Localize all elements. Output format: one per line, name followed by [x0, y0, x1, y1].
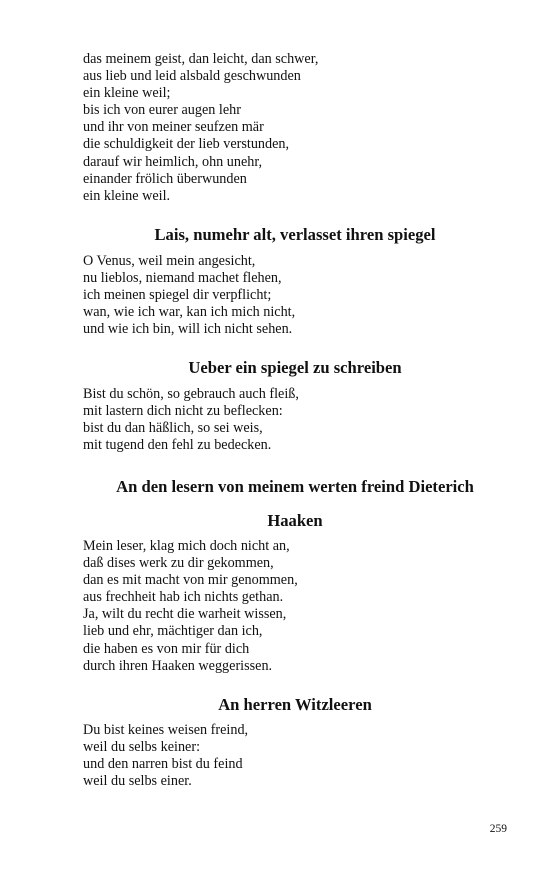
verse-line: einander frölich überwunden [83, 170, 247, 187]
verse-line: die schuldigkeit der lieb verstunden, [83, 136, 290, 153]
verse-line: Ja, wilt du recht die warheit wissen, [83, 606, 287, 623]
verse-line: lieb und ehr, mächtiger dan ich, [83, 623, 263, 640]
verse-line: darauf wir heimlich, ohn unehr, [83, 153, 263, 170]
poem-title-lais: Lais, numehr alt, verlasset ihren spiegel [154, 225, 436, 244]
poem-title-lesern-line2: Haaken [267, 511, 323, 530]
verse-line: dan es mit macht von mir genommen, [83, 572, 298, 589]
verse-line: bist du dan häßlich, so sei weis, [83, 420, 263, 437]
verse-line: aus frechheit hab ich nichts gethan. [83, 589, 284, 606]
poem-title-lesern-line1: An den lesern von meinem werten freind Dieterich [116, 477, 474, 496]
poem-body-lais [83, 253, 513, 338]
verse-line: weil du selbs keiner: [83, 739, 201, 756]
verse-line: weil du selbs einer. [83, 773, 192, 790]
verse-line: die haben es von mir für dich [83, 640, 250, 657]
verse-line: das meinem geist, dan leicht, dan schwer, [83, 51, 319, 67]
verse-line: mit lastern dich nicht zu beflecken: [83, 403, 283, 420]
verse-line: Mein leser, klag mich doch nicht an, [83, 538, 290, 554]
poem-body-spiegel [83, 386, 513, 454]
stanza-continued [83, 51, 513, 205]
poem-body-lesern [83, 538, 513, 675]
verse-line: nu lieblos, niemand machet flehen, [83, 270, 282, 287]
verse-line: und wie ich bin, will ich nicht sehen. [83, 321, 293, 338]
page-number: 259 [489, 823, 507, 835]
poem-body-witzleeren [83, 722, 513, 790]
verse-line: aus lieb und leid alsbald geschwunden [83, 68, 301, 85]
verse-line: mit tugend den fehl zu bedecken. [83, 437, 272, 454]
verse-line: und den narren bist du feind [83, 756, 243, 773]
verse-line: ein kleine weil; [83, 85, 171, 102]
verse-line: daß dises werk zu dir gekommen, [83, 555, 274, 572]
verse-line: Du bist keines weisen freind, [83, 722, 249, 738]
poem-title-spiegel: Ueber ein spiegel zu schreiben [188, 358, 402, 377]
verse-line: ein kleine weil. [83, 187, 171, 204]
verse-line: durch ihren Haaken weggerissen. [83, 657, 273, 674]
verse-line: und ihr von meiner seufzen mär [83, 119, 264, 136]
verse-line: O Venus, weil mein angesicht, [83, 253, 256, 269]
verse-line: Bist du schön, so gebrauch auch fleiß, [83, 386, 299, 402]
verse-line: bis ich von eurer augen lehr [83, 102, 241, 119]
verse-line: wan, wie ich war, kan ich mich nicht, [83, 304, 296, 321]
poem-title-witzleeren: An herren Witzleeren [218, 695, 372, 714]
verse-line: ich meinen spiegel dir verpflicht; [83, 287, 272, 304]
